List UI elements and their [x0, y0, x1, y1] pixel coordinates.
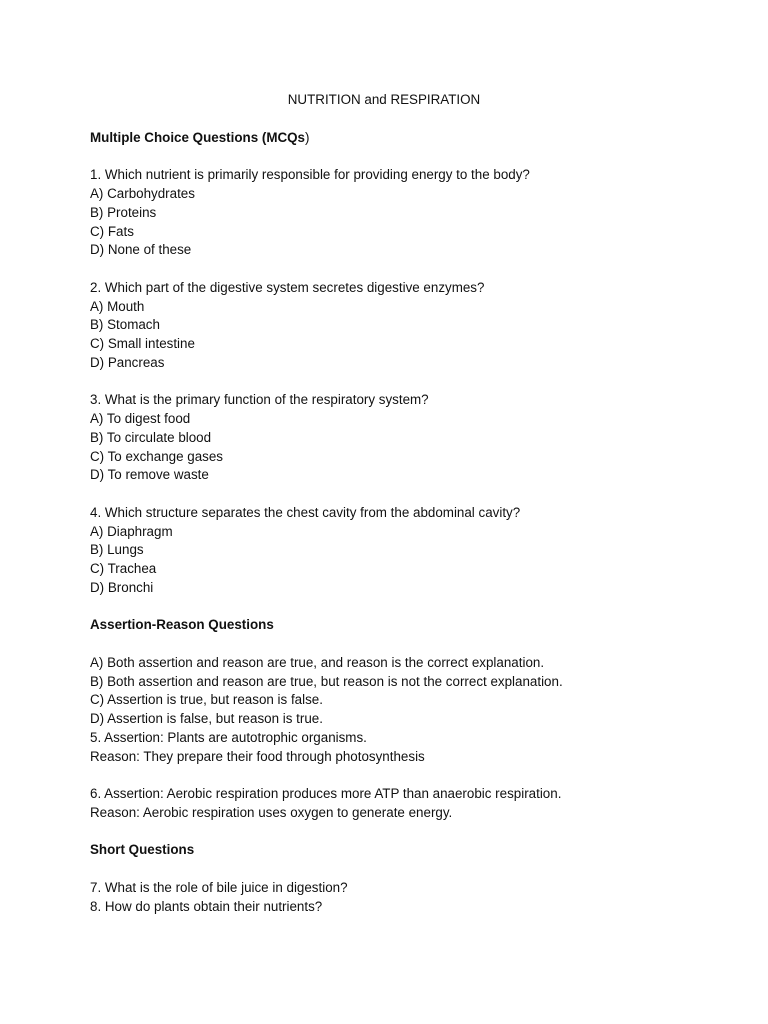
short-question-7: 7. What is the role of bile juice in digestion? [90, 879, 348, 895]
option-d: D) None of these [90, 242, 192, 258]
assertion-text: 5. Assertion: Plants are autotrophic organisms. [90, 729, 367, 745]
option-c: C) Fats [90, 223, 134, 239]
key-option-a: A) Both assertion and reason are true, and reason is the correct explanation. [90, 654, 545, 670]
assertion-item-6 [90, 785, 710, 823]
option-c: C) Trachea [90, 561, 157, 576]
mcq-question-2 [90, 279, 710, 373]
key-option-c: C) Assertion is true, but reason is false. [90, 692, 323, 708]
option-a: A) Mouth [90, 298, 145, 314]
short-question-8: 8. How do plants obtain their nutrients? [90, 898, 323, 914]
reason-text: Reason: Aerobic respiration uses oxygen to generate energy. [90, 804, 453, 820]
option-d: D) Bronchi [90, 579, 154, 595]
option-c: C) To exchange gases [90, 448, 223, 464]
reason-text: Reason: They prepare their food through photosynthesis [90, 748, 425, 764]
question-text: 1. Which nutrient is primarily responsible for providing energy to the body? [90, 167, 530, 183]
question-text: 3. What is the primary function of the respiratory system? [90, 392, 429, 408]
option-b: B) Lungs [90, 542, 144, 558]
option-a: A) Carbohydrates [90, 186, 195, 201]
assertion-item-5 [90, 729, 710, 767]
mcq-question-3 [90, 391, 710, 485]
assertion-text: 6. Assertion: Aerobic respiration produces more ATP than anaerobic respiration. [90, 786, 562, 801]
assertion-key-options [90, 654, 710, 729]
option-d: D) To remove waste [90, 467, 209, 483]
mcq-heading-text: Multiple Choice Questions (MCQs [90, 129, 306, 145]
option-b: B) Proteins [90, 204, 157, 220]
question-text: 4. Which structure separates the chest cavity from the abdominal cavity? [90, 504, 521, 520]
mcq-question-1 [90, 166, 710, 260]
mcq-section-heading [90, 129, 710, 148]
key-option-b: B) Both assertion and reason are true, but reason is not the correct explanation. [90, 673, 563, 689]
option-d: D) Pancreas [90, 354, 165, 370]
question-text: 2. Which part of the digestive system secretes digestive enzymes? [90, 279, 485, 295]
key-option-d: D) Assertion is false, but reason is true. [90, 711, 323, 726]
option-a: A) To digest food [90, 411, 191, 426]
document-title: NUTRITION and RESPIRATION [287, 92, 481, 107]
option-b: B) To circulate blood [90, 429, 212, 445]
option-a: A) Diaphragm [90, 523, 173, 539]
assertion-section-heading: Assertion-Reason Questions [90, 617, 274, 633]
mcq-heading-tail: ) [305, 129, 310, 145]
short-questions-list [90, 879, 710, 917]
mcq-question-4 [90, 504, 710, 598]
short-section-heading: Short Questions [90, 842, 195, 858]
document-page [90, 91, 710, 916]
option-b: B) Stomach [90, 317, 160, 333]
option-c: C) Small intestine [90, 336, 195, 351]
